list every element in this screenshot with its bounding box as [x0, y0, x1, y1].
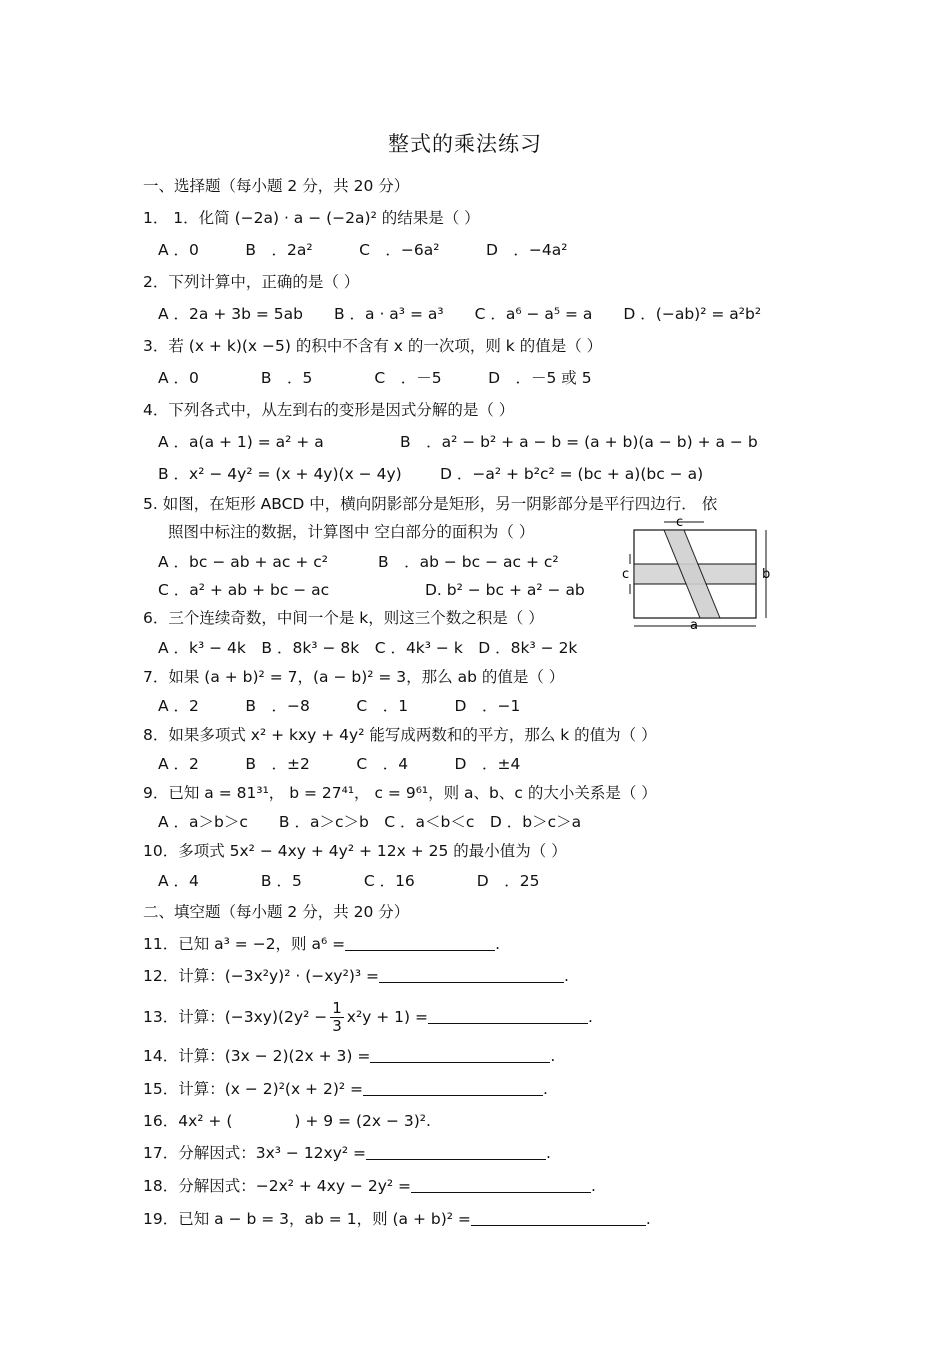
q13-pre: 13．计算：(−3xy)(2y² −	[143, 1008, 328, 1026]
q6-options: A ．k³ − 4k B ．8k³ − 8k C ．4k³ − k D ．8k³ − 2k	[158, 639, 578, 657]
q5-stem-line1: 5. 如图，在矩形 ABCD 中，横向阴影部分是矩形，另一阴影部分是平行四边行． 依	[143, 495, 718, 513]
page-title: 整式的乘法练习	[388, 132, 542, 156]
q4-stem: 4．下列各式中，从左到右的变形是因式分解的是（ ）	[143, 401, 515, 419]
q19-text: 19．已知 a − b = 3，ab = 1，则 (a + b)² =	[143, 1210, 471, 1228]
q12-text: 12．计算：(−3x²y)² · (−xy²)³ =	[143, 967, 379, 985]
q6-stem: 6．三个连续奇数，中间一个是 k，则这三个数之积是（ ）	[143, 609, 544, 627]
q17	[143, 1143, 551, 1163]
q19-end: .	[645, 1210, 651, 1228]
q1-options: A ．0 B ．2a² C ．−6a² D ．−4a²	[158, 241, 568, 259]
q19-answer-blank[interactable]	[471, 1211, 646, 1226]
q16-text: 16．4x² + ( ) + 9 = (2x − 3)²	[143, 1112, 426, 1130]
q17-text: 17．分解因式：3x³ − 12xy² =	[143, 1144, 367, 1162]
q7-options: A ．2 B ．−8 C ．1 D ．−1	[158, 697, 521, 715]
q8-stem: 8．如果多项式 x² + kxy + 4y² 能写成两数和的平方，那么 k 的值为（ ）	[143, 726, 657, 744]
q14-answer-blank[interactable]	[370, 1048, 550, 1063]
q12	[143, 966, 569, 986]
q12-answer-blank[interactable]	[379, 968, 564, 983]
q18-answer-blank[interactable]	[411, 1178, 591, 1193]
q18-end: .	[591, 1177, 596, 1195]
label-top-c: c	[676, 515, 684, 530]
q11-text: 11．已知 a³ = −2，则 a⁶ =	[143, 935, 346, 953]
q10-options: A ．4 B ．5 C ．16 D ．25	[158, 872, 540, 890]
q15-answer-blank[interactable]	[363, 1081, 543, 1096]
q2-options: A ．2a + 3b = 5ab B ．a · a³ = a³ C ．a⁶ − a⁵ = a D ．(−ab)² = a²b²	[158, 305, 762, 323]
q5-stem-line2: 照图中标注的数据，计算图中 空白部分的面积为（ ）	[168, 523, 535, 541]
q16-end: .	[426, 1112, 431, 1130]
label-right-b: b	[762, 567, 771, 582]
q8-options: A ．2 B ．±2 C ．4 D ．±4	[158, 755, 521, 773]
q14-end: .	[550, 1047, 556, 1065]
rectangle-figure	[620, 514, 780, 634]
q13-fraction	[330, 1000, 344, 1035]
q17-answer-blank[interactable]	[366, 1145, 546, 1160]
q16	[143, 1111, 431, 1131]
q10-stem: 10．多项式 5x² − 4xy + 4y² + 12x + 25 的最小值为（ ）	[143, 842, 567, 860]
q13-denominator: 3	[332, 1017, 342, 1035]
q15-text: 15．计算：(x − 2)²(x + 2)² =	[143, 1080, 364, 1098]
q13-post: x²y + 1) =	[346, 1008, 429, 1026]
q4-option-c: B ．x² − 4y² = (x + 4y)(x − 4y)	[158, 465, 402, 483]
q5-option-c: C ．a² + ab + bc − ac	[158, 581, 330, 599]
q13	[143, 1000, 593, 1035]
q13-answer-blank[interactable]	[428, 1009, 588, 1024]
label-left-c: c	[622, 567, 630, 582]
q14	[143, 1046, 555, 1066]
q15	[143, 1079, 548, 1099]
label-bottom-a: a	[690, 618, 698, 633]
q1-stem: 1． 1．化简 (−2a) · a − (−2a)² 的结果是（ ）	[143, 209, 480, 227]
q2-stem: 2．下列计算中，正确的是（ ）	[143, 273, 360, 291]
q19	[143, 1209, 651, 1229]
q12-end: .	[564, 967, 569, 985]
q11-end: .	[495, 935, 501, 953]
section2-header: 二、填空题（每小题 2 分，共 20 分）	[143, 903, 410, 921]
q4-option-d: D ．−a² + b²c² = (bc + a)(bc − a)	[440, 465, 704, 483]
q15-end: .	[543, 1080, 548, 1098]
q17-end: .	[546, 1144, 551, 1162]
q4-option-a: A ．a(a + 1) = a² + a	[158, 433, 324, 451]
q18	[143, 1176, 596, 1196]
q3-stem: 3．若 (x + k)(x −5) 的积中不含有 x 的一次项，则 k 的值是（ ）	[143, 337, 603, 355]
q11	[143, 934, 500, 954]
q13-end: .	[588, 1008, 593, 1026]
q18-text: 18．分解因式：−2x² + 4xy − 2y² =	[143, 1177, 412, 1195]
q5-option-d: D. b² − bc + a² − ab	[425, 581, 585, 599]
q14-text: 14．计算：(3x − 2)(2x + 3) =	[143, 1047, 371, 1065]
q9-options: A ．a＞b＞c B ．a＞c＞b C ．a＜b＜c D ．b＞c＞a	[158, 813, 582, 831]
q3-options: A ．0 B ．5 C ．－5 D ．－5 或 5	[158, 369, 592, 387]
q5-option-a: A ．bc − ab + ac + c²	[158, 553, 329, 571]
q7-stem: 7．如果 (a + b)² = 7，(a − b)² = 3，那么 ab 的值是（ ）	[143, 668, 565, 686]
q13-numerator: 1	[332, 999, 342, 1017]
q5-option-b: B ．ab − bc − ac + c²	[378, 553, 559, 571]
q11-answer-blank[interactable]	[345, 936, 495, 951]
q4-option-b: B ．a² − b² + a − b = (a + b)(a − b) + a − b	[400, 433, 758, 451]
q9-stem: 9．已知 a = 81³¹， b = 27⁴¹， c = 9⁶¹，则 a、b、c 的大小关系是（ ）	[143, 784, 657, 802]
section1-header: 一、选择题（每小题 2 分，共 20 分）	[143, 177, 410, 195]
